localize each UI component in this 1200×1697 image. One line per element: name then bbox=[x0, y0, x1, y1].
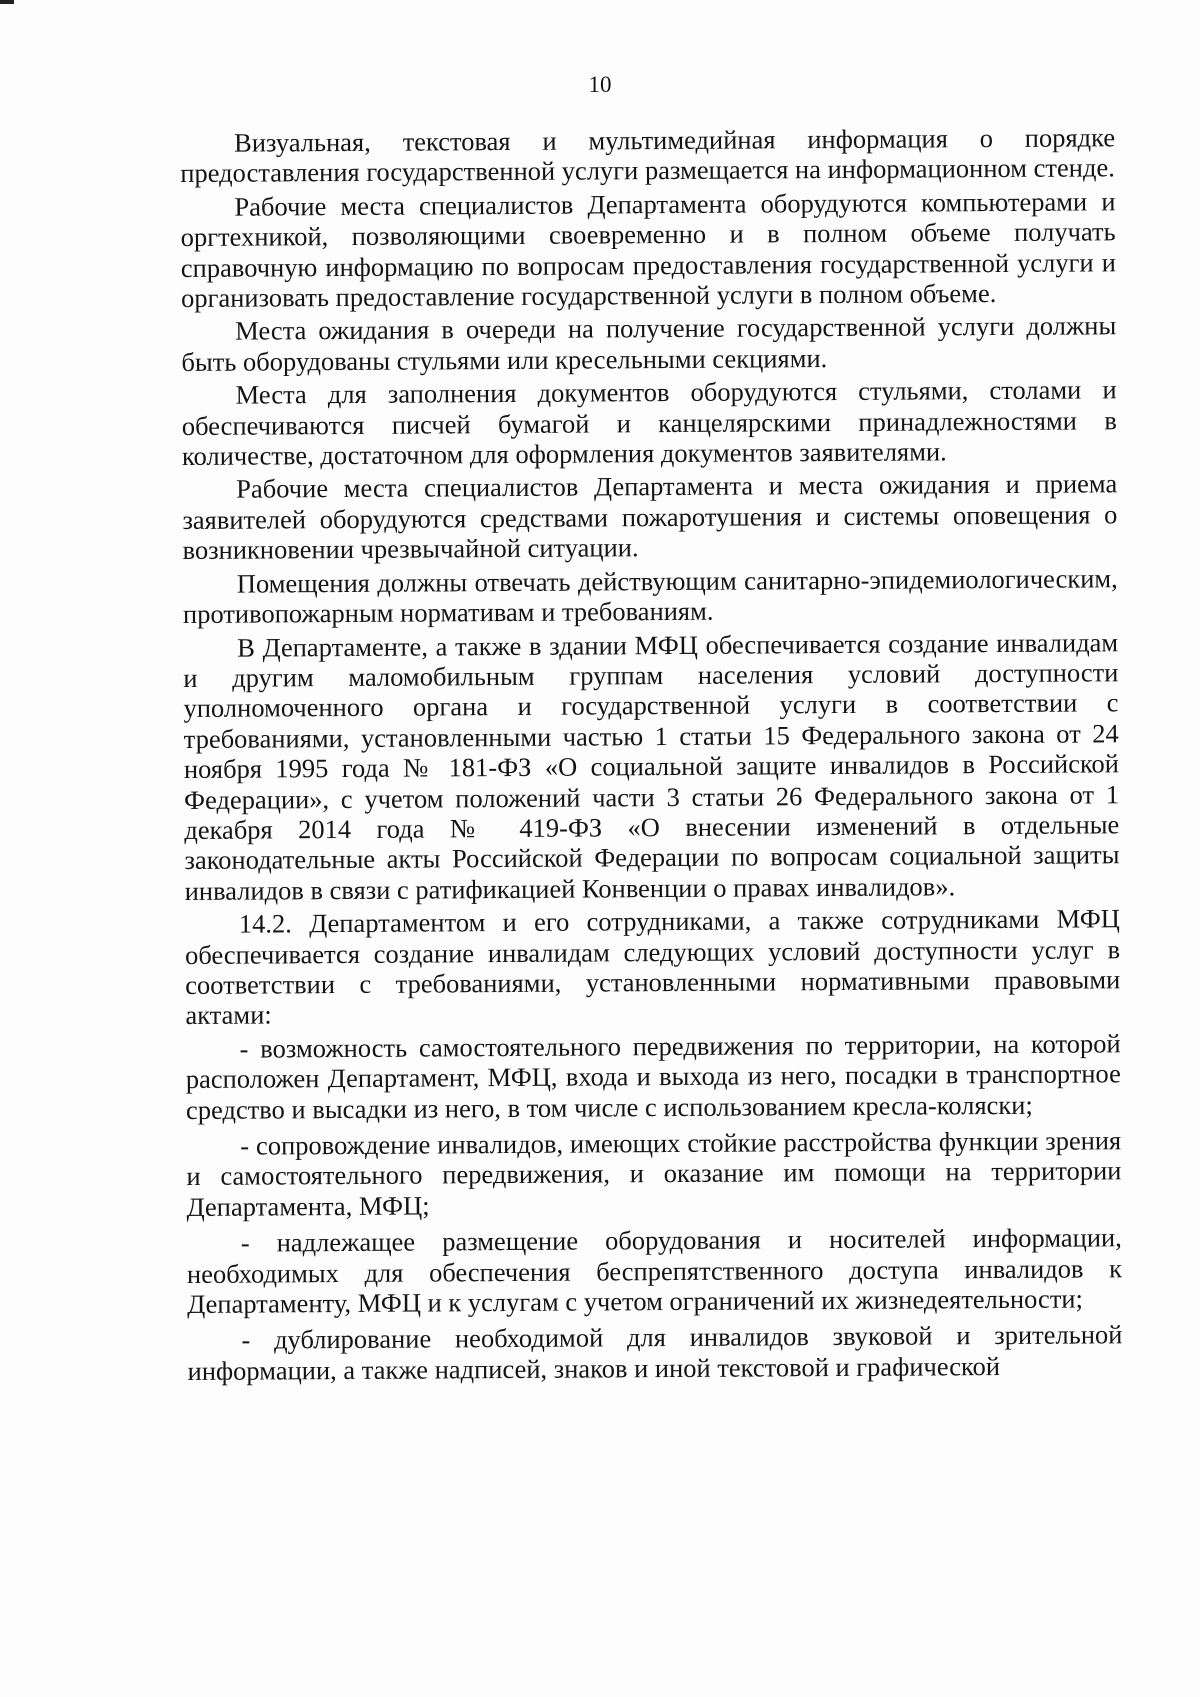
list-item-escort: - сопровождение инвалидов, имеющих стойкие расстройства функции зрения и самостоятельного передвижения, и оказание им помощи на территории Департамента, МФЦ; bbox=[186, 1125, 1122, 1222]
list-item-equipment: - надлежащее размещение оборудования и носителей информации, необходимых для обеспечения беспрепятственного доступа инвалидов к Департаменту, МФЦ и к услугам с учетом ограничений их жизнедеятельности; bbox=[186, 1222, 1123, 1320]
paragraph-waiting-places: Места ожидания в очереди на получение государственной услуги должны быть оборудованы стульями или кресельными секциями. bbox=[181, 310, 1117, 377]
paragraph-fire-safety: Рабочие места специалистов Департамента и места ожидания и приема заявителей оборудуются средствами пожаротушения и системы оповещения о возникновении чрезвычайной ситуации. bbox=[182, 468, 1118, 566]
paragraph-sanitary-norms: Помещения должны отвечать действующим санитарно-эпидемиологическим, противопожарным нормативам и требованиям. bbox=[182, 562, 1118, 630]
paragraph-accessibility: В Департаменте, а также в здании МФЦ обеспечивается создание инвалидам и другим маломобильным группам населения условий доступности уполномоченного органа и государственной услуги в соответствии с требованиями, установленными частью 1 статьи 15 Федерального закона от 24 ноября 1995 года № 181-ФЗ «О социальной защите инвалидов в Российской Федерации», с учетом положений части 3 статьи 26 Федерального закона от 1 декабря 2014 года № 419-ФЗ «О внесении изменений в отдельные законодательные акты Российской Федерации по вопросам социальной защиты инвалидов в связи с ратификацией Конвенции о правах инвалидов». bbox=[183, 626, 1120, 906]
scan-corner-mark bbox=[0, 0, 14, 4]
page-number: 10 bbox=[588, 72, 612, 97]
list-item-movement: - возможность самостоятельного передвижения по территории, на которой расположен Департамент, МФЦ, входа и выхода из него, посадки в транспортное средство и высадки из него, в том числе с использованием кресла-коляски; bbox=[185, 1028, 1121, 1125]
paragraph-info-stand: Визуальная, текстовая и мультимедийная информация о порядке предоставления государственной услуги размещается на информационном стенде. bbox=[180, 122, 1116, 189]
list-item-duplication: - дублирование необходимой для инвалидов звуковой и зрительной информации, а также надписей, знаков и иной текстовой и графической bbox=[187, 1319, 1123, 1386]
paragraph-workplaces: Рабочие места специалистов Департамента оборудуются компьютерами и оргтехникой, позволяющими своевременно и в полном объеме получать справочную информацию по вопросам предоставления государственной услуги и организовать предоставление государственной услуги в полном объеме. bbox=[180, 186, 1116, 314]
paragraph-14-2: 14.2. Департаментом и его сотрудниками, а также сотрудниками МФЦ обеспечивается создание инвалидам следующих условий доступности услуг в соответствии с требованиями, установленными нормативными правовыми актами: bbox=[184, 903, 1121, 1031]
body-text bbox=[180, 122, 1123, 1392]
paragraph-document-filling: Места для заполнения документов оборудуются стульями, столами и обеспечиваются писчей бумагой и канцелярскими принадлежностями в количестве, достаточном для оформления документов заявителями. bbox=[181, 374, 1117, 472]
